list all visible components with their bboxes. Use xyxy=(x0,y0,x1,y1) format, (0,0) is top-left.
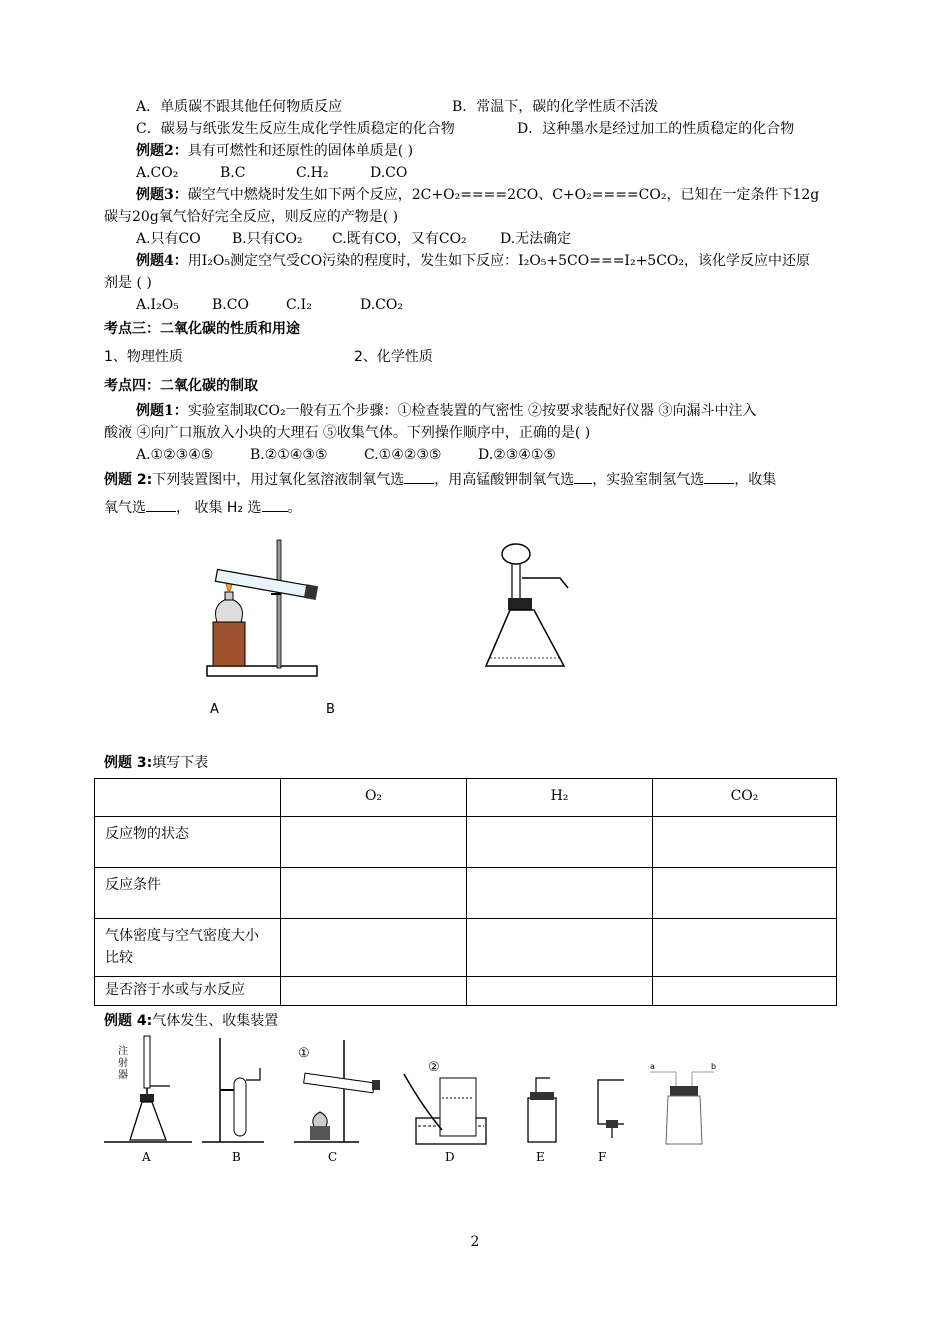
table-header-row xyxy=(95,779,837,817)
apparatus-b-figure xyxy=(482,540,572,672)
gas-comparison-table xyxy=(94,778,837,1006)
sec4-ex2-line1 xyxy=(104,469,776,490)
circle-label-2: ② xyxy=(428,1060,440,1075)
figure-label-a: A xyxy=(210,702,219,714)
table-row xyxy=(95,919,837,977)
sec4-ex1-line1 xyxy=(136,401,756,421)
ex2-label: 例题2： xyxy=(136,143,188,159)
table-cell[interactable] xyxy=(467,919,653,977)
ex2-option-a: A.CO₂ xyxy=(136,165,179,181)
ex3-table-heading xyxy=(104,753,208,773)
ex4b-title: 气体发生、收集装置 xyxy=(152,1013,279,1029)
sec4-ex2-text3: ，实验室制氢气选 xyxy=(592,472,705,488)
ex4-option-b: B.CO xyxy=(212,297,249,313)
table-cell[interactable] xyxy=(281,919,467,977)
sec4-ex1-option-b: B.②①④③⑤ xyxy=(250,447,328,463)
table-row-label: 气体密度与空气密度大小比较 xyxy=(95,919,281,977)
sec4-ex1-option-c: C.①④②③⑤ xyxy=(364,447,442,463)
table-cell[interactable] xyxy=(653,977,837,1006)
ex4b-heading xyxy=(104,1011,278,1031)
table-header-cell: O₂ xyxy=(281,779,467,817)
sec4-ex2-text2: ，用高锰酸钾制氧气选 xyxy=(434,472,575,488)
gas-wash-bottle-figure xyxy=(648,1064,720,1148)
sec4-ex2-text4: ，收集 xyxy=(734,472,777,488)
sec4-ex1-option-a: A.①②③④⑤ xyxy=(136,447,214,463)
sec4-ex2-label: 例题 2: xyxy=(104,472,153,488)
table-cell[interactable] xyxy=(653,919,837,977)
apparatus-strip-figure xyxy=(104,1034,624,1166)
answer-blank[interactable] xyxy=(704,469,734,484)
ex3-line2: 碳与20g氧气恰好完全反应，则反应的产物是( ) xyxy=(104,209,399,225)
sec3-item1: 1、物理性质 xyxy=(104,349,183,365)
ex4-label: 例题4： xyxy=(136,253,188,269)
tube-label-a: a xyxy=(650,1062,655,1071)
table-row-label: 反应物的状态 xyxy=(95,817,281,868)
figure-label-d: D xyxy=(445,1150,455,1164)
table-row xyxy=(95,977,837,1006)
q1-option-c: C．碳易与纸张发生反应生成化学性质稳定的化合物 xyxy=(136,121,455,137)
q1-option-d: D．这种墨水是经过加工的性质稳定的化合物 xyxy=(517,121,795,137)
ex3-line1 xyxy=(136,185,819,205)
q1-option-a: A．单质碳不跟其他任何物质反应 xyxy=(136,99,343,115)
sec3-item2: 2、化学性质 xyxy=(354,349,433,365)
sec4-ex2-text5: 氧气选 xyxy=(104,500,146,516)
sec4-ex2-text6: ， 收集 H₂ 选 xyxy=(176,500,262,516)
figure-label-a: A xyxy=(142,1150,151,1164)
table-header-cell: H₂ xyxy=(467,779,653,817)
q1-option-b: B．常温下，碳的化学性质不活泼 xyxy=(452,99,659,115)
table-row xyxy=(95,868,837,919)
table-cell[interactable] xyxy=(653,817,837,868)
ex2-option-d: D.CO xyxy=(370,165,408,181)
figure-label-f: F xyxy=(598,1150,607,1164)
sec4-ex1-line2: 酸液 ④向广口瓶放入小块的大理石 ⑤收集气体。下列操作顺序中，正确的是( ) xyxy=(104,425,591,441)
ex4-line2: 剂是 ( ) xyxy=(104,275,152,291)
table-row-label: 反应条件 xyxy=(95,868,281,919)
sec4-ex2-text1: 下列装置图中，用过氧化氢溶液制氧气选 xyxy=(152,472,405,488)
ex4-line1-text: 用I₂O₅测定空气受CO污染的程度时，发生如下反应：I₂O₅+5CO===I₂+5CO₂，该化学反应中还原 xyxy=(187,253,811,269)
ex4-option-a: A.I₂O₅ xyxy=(136,297,179,313)
table-row xyxy=(95,817,837,868)
sec4-ex1-label: 例题1： xyxy=(136,403,188,419)
ex3-option-c: C.既有CO，又有CO₂ xyxy=(332,231,467,247)
figure-label-b: B xyxy=(232,1150,241,1164)
answer-blank[interactable] xyxy=(404,469,434,484)
ex3-label: 例题3： xyxy=(136,187,188,203)
ex4-line1 xyxy=(136,251,810,271)
sec4-ex2-text7: 。 xyxy=(287,500,302,516)
ex3-line1-text: 碳空气中燃烧时发生如下两个反应，2C+O₂====2CO、C+O₂====CO₂，已知在一定条件下12g xyxy=(187,187,820,203)
page-number: 2 xyxy=(470,1234,480,1250)
sec4-ex2-line2 xyxy=(104,497,302,518)
table-cell[interactable] xyxy=(467,977,653,1006)
figure-label-c: C xyxy=(328,1150,338,1164)
syringe-label: 注射器 xyxy=(118,1046,128,1081)
table-cell[interactable] xyxy=(281,977,467,1006)
ex3-option-d: D.无法确定 xyxy=(500,231,572,247)
table-cell[interactable] xyxy=(281,817,467,868)
ex2-question xyxy=(136,141,413,161)
table-header-cell xyxy=(95,779,281,817)
sec4-ex1-option-d: D.②③④①⑤ xyxy=(478,447,556,463)
figure-label-e: E xyxy=(536,1150,545,1164)
table-cell[interactable] xyxy=(467,817,653,868)
table-cell[interactable] xyxy=(281,868,467,919)
ex4b-label: 例题 4: xyxy=(104,1013,153,1029)
apparatus-a-figure xyxy=(205,538,325,683)
ex2-option-b: B.C xyxy=(220,165,246,181)
ex3-option-a: A.只有CO xyxy=(136,231,201,247)
figure-label-b: B xyxy=(326,702,335,714)
circle-label-1: ① xyxy=(298,1046,310,1061)
ex4-option-d: D.CO₂ xyxy=(360,297,403,313)
table-cell[interactable] xyxy=(467,868,653,919)
ex3-option-b: B.只有CO₂ xyxy=(232,231,303,247)
ex4-option-c: C.I₂ xyxy=(286,297,312,313)
table-header-cell: CO₂ xyxy=(653,779,837,817)
ex3-table-label: 例题 3: xyxy=(104,755,153,771)
sec4-title: 考点四：二氧化碳的制取 xyxy=(104,378,258,394)
ex2-stem: 具有可燃性和还原性的固体单质是( ) xyxy=(187,143,414,159)
ex2-option-c: C.H₂ xyxy=(296,165,329,181)
ex3-table-title: 填写下表 xyxy=(152,755,209,771)
answer-blank[interactable] xyxy=(262,497,288,512)
sec4-ex1-line1-text: 实验室制取CO₂一般有五个步骤：①检查装置的气密性 ②按要求装配好仪器 ③向漏斗中注入 xyxy=(187,403,757,419)
answer-blank[interactable] xyxy=(146,497,176,512)
table-row-label: 是否溶于水或与水反应 xyxy=(95,977,281,1006)
table-cell[interactable] xyxy=(653,868,837,919)
sec3-title: 考点三：二氧化碳的性质和用途 xyxy=(104,321,300,337)
tube-label-b: b xyxy=(711,1062,717,1071)
answer-blank[interactable] xyxy=(574,469,592,484)
